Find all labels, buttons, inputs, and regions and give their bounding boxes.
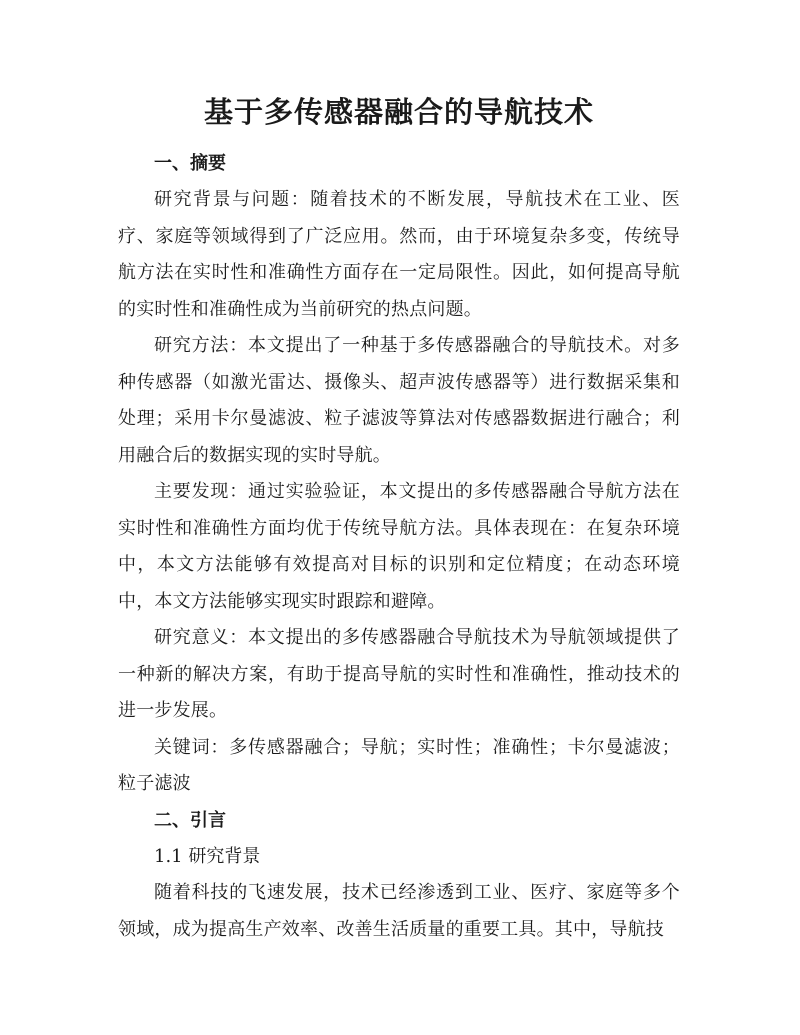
abstract-background-paragraph: 研究背景与问题：随着技术的不断发展，导航技术在工业、医疗、家庭等领域得到了广泛应用。然而，由于环境复杂多变，传统导航方法在实时性和准确性方面存在一定局限性。因此，如何提高导航的实时性和准确性成为当前研究的热点问题。: [118, 189, 680, 320]
document-title: 基于多传感器融合的导航技术: [203, 95, 594, 129]
intro-paragraph: 随着科技的飞速发展，技术已经渗透到工业、医疗、家庭等多个领域，成为提高生产效率、改善生活质量的重要工具。其中，导航技: [118, 882, 680, 940]
abstract-method-paragraph: 研究方法：本文提出了一种基于多传感器融合的导航技术。对多种传感器（如激光雷达、摄像头、超声波传感器等）进行数据采集和处理；采用卡尔曼滤波、粒子滤波等算法对传感器数据进行融合；利用融合后的数据实现的实时导航。: [118, 335, 680, 466]
intro-heading: 二、引言: [154, 809, 226, 831]
keywords-paragraph: 关键词：多传感器融合；导航；实时性；准确性；卡尔曼滤波；粒子滤波: [118, 736, 680, 794]
abstract-findings-paragraph: 主要发现：通过实验验证，本文提出的多传感器融合导航方法在实时性和准确性方面均优于传统导航方法。具体表现在：在复杂环境中，本文方法能够有效提高对目标的识别和定位精度；在动态环境中，本文方法能够实现实时跟踪和避障。: [118, 481, 680, 612]
abstract-significance-paragraph: 研究意义：本文提出的多传感器融合导航技术为导航领域提供了一种新的解决方案，有助于提高导航的实时性和准确性，推动技术的进一步发展。: [118, 627, 680, 721]
document-body: [118, 146, 680, 948]
intro-subheading: 1.1 研究背景: [154, 845, 261, 867]
document-page: [118, 0, 680, 1035]
abstract-heading: 一、摘要: [154, 153, 226, 174]
